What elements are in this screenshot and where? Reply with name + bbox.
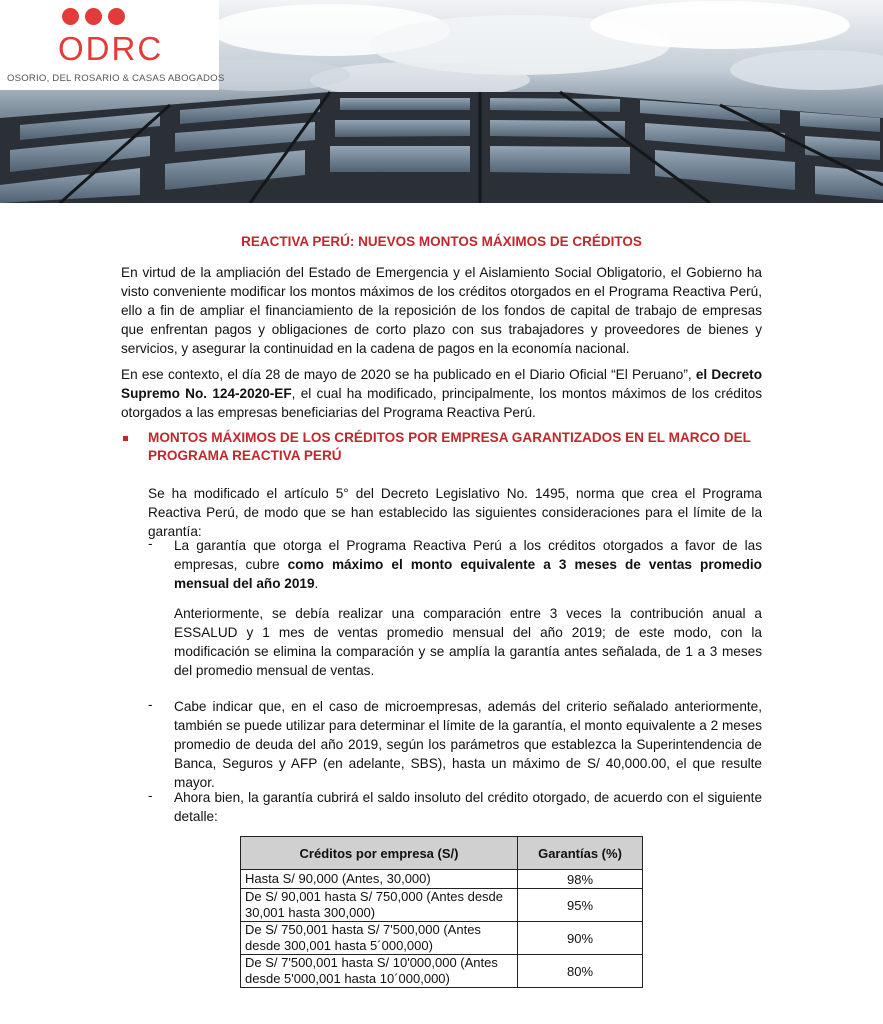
table-row <box>241 922 643 955</box>
context-text-after: , el cual ha modificado, principalmente, los montos máximos de los créditos otorgados a las empresas beneficiarias del Programa Reactiva Perú. <box>121 386 762 420</box>
list-item-note: Anteriormente, se debía realizar una comparación entre 3 veces la contribución anual a ESSALUD y 1 mes de ventas promedio mensual del año 2019; de este modo, con la modificación se elimina la comparación y se amplía la garantía antes señalada, de 1 a 3 meses del promedio mensual de ventas. <box>174 606 762 678</box>
logo-wordmark: ODRC <box>58 30 164 67</box>
context-paragraph <box>121 365 762 422</box>
table-row <box>241 955 643 988</box>
table-cell-guarantee: 98% <box>518 870 643 889</box>
item1-highlight: como máximo el monto equivalente a 3 meses de ventas promedio mensual del año 2019 <box>174 557 762 591</box>
table-cell-guarantee: 90% <box>518 922 643 955</box>
table-cell-credit-range: Hasta S/ 90,000 (Antes, 30,000) <box>241 870 518 889</box>
list-item-microempresas: Cabe indicar que, en el caso de microempresas, además del criterio señalado anteriormente, también se puede utilizar para determinar el límite de la garantía, el monto equivalente a 2 meses promedio de deuda del año 2019, según los parámetros que establezca la Superintendencia de Banca, Seguros y AFP (en adelante, SBS), hasta un máximo de S/ 40,000.00, el que resulte mayor. <box>174 699 762 790</box>
logo-tagline: OSORIO, DEL ROSARIO & CASAS ABOGADOS <box>7 73 225 84</box>
list-item-guarantee <box>174 536 762 593</box>
intro-paragraph: En virtud de la ampliación del Estado de Emergencia y el Aislamiento Social Obligatorio, el Gobierno ha visto conveniente modificar los montos máximos de los créditos otorgados en el Programa Reactiva Perú, ello a fin de ampliar el financiamiento de la reposición de los fondos de capital de trabajo de empresas que enfrentan pagos y obligaciones de corto plazo con sus trabajadores y proveedores de bienes y servicios, y asegurar la continuidad en la cadena de pagos en la economía nacional. <box>121 265 762 356</box>
table-row <box>241 889 643 922</box>
list-dash: - <box>148 536 153 551</box>
logo-dot <box>108 8 125 25</box>
table-cell-guarantee: 80% <box>518 955 643 988</box>
list-dash: - <box>148 697 153 712</box>
table-cell-credit-range: De S/ 90,001 hasta S/ 750,000 (Antes desde 30,001 hasta 300,000) <box>241 889 518 922</box>
section-lead-paragraph: Se ha modificado el artículo 5° del Decreto Legislativo No. 1495, norma que crea el Programa Reactiva Perú, de modo que se han establecido las siguientes consideraciones para el límite de la garantía: <box>148 486 762 539</box>
header-banner <box>0 0 883 203</box>
table-header-row <box>241 837 643 870</box>
decree-reference: el Decreto Supremo No. 124-2020-EF <box>121 367 763 401</box>
list-dash: - <box>148 788 153 803</box>
section-bullet-icon <box>123 436 128 441</box>
logo <box>0 0 225 90</box>
list-item-detail: Ahora bien, la garantía cubrirá el saldo insoluto del crédito otorgado, de acuerdo con el siguiente detalle: <box>174 790 762 824</box>
guarantee-table <box>240 836 643 988</box>
table-cell-guarantee: 95% <box>518 889 643 922</box>
table-cell-credit-range: De S/ 7'500,001 hasta S/ 10'000,000 (Antes desde 5'000,001 hasta 10´000,000) <box>241 955 518 988</box>
item1-text-after: . <box>314 576 319 591</box>
logo-dot <box>62 8 79 25</box>
section-heading: MONTOS MÁXIMOS DE LOS CRÉDITOS POR EMPRESA GARANTIZADOS EN EL MARCO DEL PROGRAMA REACTIVA PERÚ <box>148 430 751 463</box>
item1-text-before: La garantía que otorga el Programa Reactiva Perú a los créditos otorgados a favor de las empresas, cubre <box>174 538 762 572</box>
table-row <box>241 870 643 889</box>
document-title: REACTIVA PERÚ: NUEVOS MONTOS MÁXIMOS DE CRÉDITOS <box>241 234 642 249</box>
table-header-credits: Créditos por empresa (S/) <box>241 837 518 870</box>
context-text-before: En ese contexto, el día 28 de mayo de 2020 se ha publicado en el Diario Oficial “El Peruano”, <box>121 367 696 382</box>
logo-dot <box>85 8 102 25</box>
table-cell-credit-range: De S/ 750,001 hasta S/ 7'500,000 (Antes desde 300,001 hasta 5´000,000) <box>241 922 518 955</box>
table-header-guarantees: Garantías (%) <box>518 837 643 870</box>
